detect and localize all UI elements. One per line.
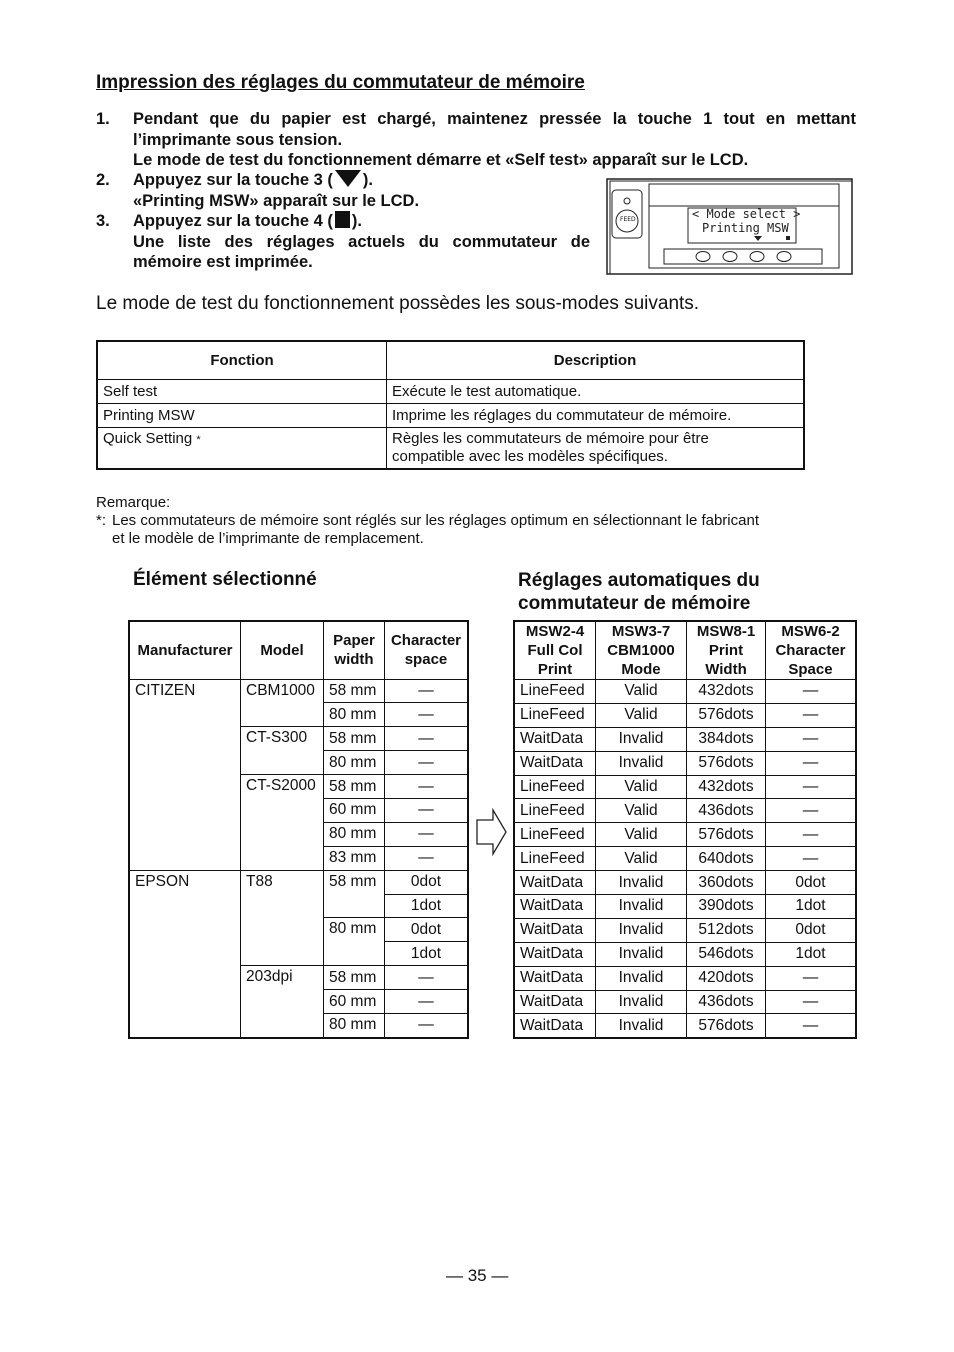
manufacturer-cell: CITIZEN (129, 679, 241, 870)
table-row (514, 775, 856, 799)
table-row (514, 871, 856, 895)
step-text: «Printing MSW» apparaît sur le LCD. (133, 191, 420, 210)
full-col-print-cell: WaitData (514, 990, 596, 1014)
header-line: Character (390, 632, 462, 650)
cbm1000-mode-cell: Invalid (596, 942, 687, 966)
character-space-cell: 0dot (766, 918, 857, 942)
table-row (514, 823, 856, 847)
space-cell: — (385, 846, 469, 870)
cbm1000-mode-cell: Valid (596, 775, 687, 799)
paper-cell: 60 mm (324, 798, 385, 822)
paper-cell: 58 mm (324, 775, 385, 799)
down-triangle-icon (335, 170, 361, 187)
page-number: — 35 — (446, 1266, 509, 1285)
header-line: MSW6-2 (781, 623, 840, 640)
print-width-cell: 436dots (687, 799, 766, 823)
table-cell (97, 379, 387, 403)
table-row (514, 680, 856, 704)
table-cell (97, 403, 387, 427)
auto-settings-body (514, 680, 856, 1039)
mode-table (96, 340, 805, 470)
table-header-row (129, 621, 468, 679)
character-space-cell: 1dot (766, 895, 857, 919)
full-col-print-cell: LineFeed (514, 775, 596, 799)
space-cell: 0dot (385, 918, 469, 942)
space-cell: — (385, 1013, 469, 1037)
paper-cell: 80 mm (324, 703, 385, 727)
step-text: mémoire est imprimée. (133, 253, 313, 271)
right-section-title (518, 569, 760, 615)
space-cell: 1dot (385, 894, 469, 918)
cbm1000-mode-cell: Valid (596, 680, 687, 704)
space-cell: — (385, 727, 469, 751)
paper-cell: 58 mm (324, 966, 385, 990)
column-header: Fonction (97, 341, 387, 379)
print-width-cell: 576dots (687, 823, 766, 847)
header-line: width (334, 651, 374, 669)
full-col-print-cell: LineFeed (514, 703, 596, 727)
footnote-star: * (196, 433, 201, 446)
header-line: Width (705, 661, 747, 678)
header-line: Character (775, 642, 846, 659)
step-text: Pendant que du papier est chargé, maintenez pressée la touche 1 tout en mettant (133, 110, 856, 128)
print-width-cell: 576dots (687, 703, 766, 727)
full-col-print-cell: LineFeed (514, 799, 596, 823)
cbm1000-mode-cell: Invalid (596, 966, 687, 990)
print-width-cell: 360dots (687, 871, 766, 895)
full-col-print-cell: WaitData (514, 918, 596, 942)
paper-cell: 80 mm (324, 822, 385, 846)
step-3 (96, 211, 596, 273)
full-col-print-cell: WaitData (514, 1014, 596, 1038)
selected-item-table (128, 620, 469, 1039)
paper-cell: 58 mm (324, 727, 385, 751)
column-header: Description (387, 341, 805, 379)
table-row (514, 990, 856, 1014)
full-col-print-cell: WaitData (514, 751, 596, 775)
header-line: MSW8-1 (696, 623, 756, 640)
cbm1000-mode-cell: Invalid (596, 727, 687, 751)
header-line: CBM1000 (607, 642, 675, 659)
function-name: Quick Setting (103, 429, 193, 447)
step-number: 3. (96, 212, 110, 230)
lcd-line-1: < Mode select > (692, 207, 801, 221)
left-section-title: Élément sélectionné (133, 569, 317, 590)
lcd-line-2: Printing MSW (702, 221, 789, 235)
step-text: Appuyez sur la touche 4 ( (133, 212, 333, 230)
table-row (514, 703, 856, 727)
character-space-cell: — (766, 680, 857, 704)
remark-label: Remarque: (96, 494, 171, 511)
function-name: Self test (103, 382, 158, 400)
full-col-print-cell: WaitData (514, 942, 596, 966)
character-space-cell: 1dot (766, 942, 857, 966)
step-number: 2. (96, 171, 110, 189)
space-cell: — (385, 822, 469, 846)
step-text: ). (362, 171, 373, 189)
full-col-print-cell: WaitData (514, 966, 596, 990)
column-header (596, 621, 687, 680)
character-space-cell: — (766, 847, 857, 871)
step-2 (96, 170, 596, 212)
paper-cell: 60 mm (324, 990, 385, 1014)
space-cell: — (385, 798, 469, 822)
description-line: Règles les commutateurs de mémoire pour être (392, 429, 709, 447)
full-col-print-cell: WaitData (514, 895, 596, 919)
manufacturer-cell: EPSON (129, 870, 241, 1038)
paper-cell: 80 mm (324, 918, 385, 966)
header-line: MSW2-4 (525, 623, 585, 640)
table-cell: Exécute le test automatique. (387, 379, 805, 403)
title-line: Réglages automatiques du (518, 570, 760, 591)
paper-cell: 80 mm (324, 751, 385, 775)
cbm1000-mode-cell: Invalid (596, 990, 687, 1014)
header-line: Space (788, 661, 833, 678)
character-space-cell: — (766, 823, 857, 847)
column-header (514, 621, 596, 680)
model-cell: T88 (241, 870, 324, 966)
space-cell: — (385, 966, 469, 990)
column-header (385, 621, 469, 679)
model-cell: CT-S2000 (241, 775, 324, 871)
table-header-row (97, 341, 804, 379)
full-col-print-cell: WaitData (514, 871, 596, 895)
model-cell: CT-S300 (241, 727, 324, 775)
step-number: 1. (96, 110, 110, 128)
full-col-print-cell: LineFeed (514, 823, 596, 847)
paper-cell: 58 mm (324, 679, 385, 703)
cbm1000-mode-cell: Invalid (596, 918, 687, 942)
character-space-cell: — (766, 703, 857, 727)
print-width-cell: 640dots (687, 847, 766, 871)
right-arrow-icon (475, 808, 509, 856)
square-key-icon (335, 211, 350, 228)
print-width-cell: 576dots (687, 751, 766, 775)
table-row (514, 727, 856, 751)
character-space-cell: — (766, 990, 857, 1014)
table-header-row (514, 621, 856, 680)
table-row (514, 942, 856, 966)
space-cell: — (385, 775, 469, 799)
cbm1000-mode-cell: Invalid (596, 871, 687, 895)
table-cell (387, 427, 805, 469)
column-header: Manufacturer (129, 621, 241, 679)
column-header: Model (241, 621, 324, 679)
page-heading: Impression des réglages du commutateur de mémoire (96, 72, 585, 93)
character-space-cell: — (766, 751, 857, 775)
cbm1000-mode-cell: Valid (596, 823, 687, 847)
table-row (129, 870, 468, 894)
table-row (514, 751, 856, 775)
header-line: Paper (333, 632, 375, 650)
table-row (514, 799, 856, 823)
character-space-cell: — (766, 1014, 857, 1038)
full-col-print-cell: LineFeed (514, 847, 596, 871)
header-line: Mode (621, 661, 661, 678)
character-space-cell: — (766, 775, 857, 799)
character-space-cell: — (766, 727, 857, 751)
step-text: Une liste des réglages actuels du commutateur de (133, 232, 590, 251)
intro-text: Le mode de test du fonctionnement possèdes les sous-modes suivants. (96, 293, 700, 314)
table-row (514, 847, 856, 871)
cbm1000-mode-cell: Valid (596, 847, 687, 871)
space-cell: 1dot (385, 942, 469, 966)
print-width-cell: 420dots (687, 966, 766, 990)
lcd-panel-illustration (606, 178, 852, 275)
print-width-cell: 432dots (687, 680, 766, 704)
print-width-cell: 576dots (687, 1014, 766, 1038)
cbm1000-mode-cell: Valid (596, 799, 687, 823)
table-cell (97, 427, 387, 469)
cbm1000-mode-cell: Valid (596, 703, 687, 727)
print-width-cell: 384dots (687, 727, 766, 751)
step-text: Appuyez sur la touche 3 ( (133, 171, 333, 189)
paper-cell: 80 mm (324, 1013, 385, 1037)
table-row (514, 1014, 856, 1038)
feed-label: FEED (620, 216, 636, 223)
paper-cell: 58 mm (324, 870, 385, 918)
column-header (324, 621, 385, 679)
description-line: compatible avec les modèles spécifiques. (392, 447, 668, 465)
print-width-cell: 390dots (687, 895, 766, 919)
footnote-star: *: (96, 512, 107, 529)
step-text: ). (351, 212, 362, 230)
column-header (766, 621, 857, 680)
step-text: l’imprimante sous tension. (133, 130, 343, 149)
paper-cell: 83 mm (324, 846, 385, 870)
print-width-cell: 512dots (687, 918, 766, 942)
column-header (687, 621, 766, 680)
header-line: Full Col (527, 642, 583, 659)
space-cell: 0dot (385, 870, 469, 894)
table-row (514, 918, 856, 942)
step-text: Le mode de test du fonctionnement démarre et «Self test» apparaît sur le LCD. (133, 151, 749, 169)
title-line: commutateur de mémoire (518, 593, 751, 614)
cbm1000-mode-cell: Invalid (596, 1014, 687, 1038)
step-1 (96, 109, 856, 171)
remark-text: Les commutateurs de mémoire sont réglés sur les réglages optimum en sélectionnant le fabricant (112, 512, 759, 529)
character-space-cell: — (766, 799, 857, 823)
header-line: MSW3-7 (611, 623, 671, 640)
remark-text: et le modèle de l’imprimante de remplacement. (112, 530, 424, 547)
auto-settings-table (513, 620, 857, 1039)
space-cell: — (385, 679, 469, 703)
table-cell: Imprime les réglages du commutateur de mémoire. (387, 403, 805, 427)
header-line: space (404, 651, 448, 669)
full-col-print-cell: WaitData (514, 727, 596, 751)
print-width-cell: 546dots (687, 942, 766, 966)
space-cell: — (385, 751, 469, 775)
cbm1000-mode-cell: Invalid (596, 751, 687, 775)
full-col-print-cell: LineFeed (514, 680, 596, 704)
character-space-cell: 0dot (766, 871, 857, 895)
table-row (97, 403, 804, 427)
table-row (514, 966, 856, 990)
header-line: Print (537, 661, 573, 678)
model-cell: CBM1000 (241, 679, 324, 727)
print-width-cell: 432dots (687, 775, 766, 799)
model-cell: 203dpi (241, 966, 324, 1038)
table-row (97, 427, 804, 469)
table-row (97, 379, 804, 403)
function-name: Printing MSW (103, 406, 195, 424)
cbm1000-mode-cell: Invalid (596, 895, 687, 919)
header-line: Print (708, 642, 744, 659)
table-row (129, 679, 468, 703)
space-cell: — (385, 703, 469, 727)
space-cell: — (385, 990, 469, 1014)
remark-block (96, 494, 866, 548)
table-row (514, 895, 856, 919)
print-width-cell: 436dots (687, 990, 766, 1014)
character-space-cell: — (766, 966, 857, 990)
